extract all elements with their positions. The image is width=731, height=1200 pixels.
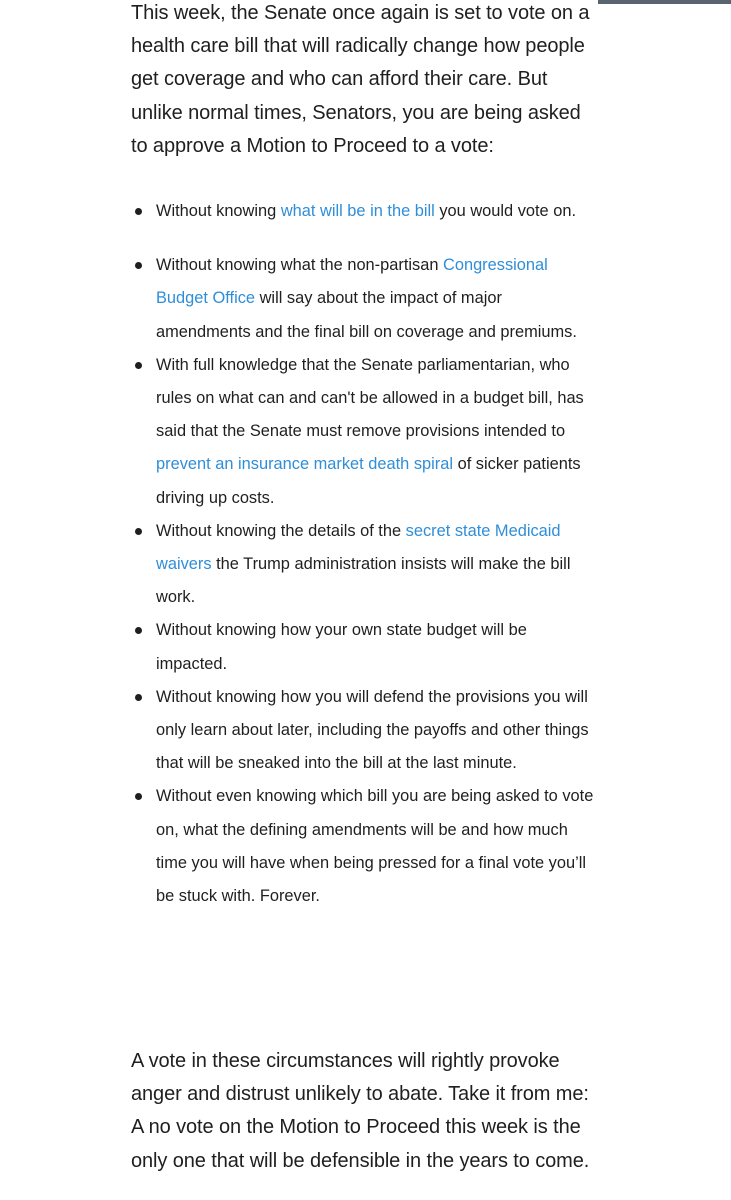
- intro-paragraph: This week, the Senate once again is set to vote on a health care bill that will radically change how people get coverage and who can afford their care. But unlike normal times, Senators, you are being asked to approve a Motion to Proceed to a vote:: [131, 2, 590, 157]
- link-insurance-death-spiral[interactable]: prevent an insurance market death spiral: [156, 455, 454, 474]
- bullet-dot-icon: [135, 627, 142, 634]
- bullet-dot-icon: [135, 208, 142, 215]
- list-item: [131, 515, 601, 615]
- bullet-dot-icon: [135, 694, 142, 701]
- list-item: [131, 249, 601, 349]
- top-edge-dark-strip: [598, 0, 731, 4]
- bullet-text: Without knowing the details of the: [156, 521, 406, 540]
- bullet-text: Without knowing how you will defend the provisions you will only learn about later, including the payoffs and other things that will be sneaked into the bill at the last minute.: [156, 687, 589, 773]
- list-item: [131, 681, 601, 781]
- bullet-text: Without knowing what the non-partisan: [156, 256, 443, 275]
- bullet-text: Without even knowing which bill you are being asked to vote on, what the defining amendments will be and how much time you will have when being pressed for a final vote you’ll be stuck with. Forever.: [156, 787, 594, 906]
- link-secret-medicaid-waivers[interactable]: secret state Medicaid waivers: [156, 521, 561, 574]
- closing-paragraph: A vote in these circumstances will rightly provoke anger and distrust unlikely to abate. Take it from me: A no vote on the Motion to Proceed this week is the only one that will be defensible in the years to come.: [131, 1050, 590, 1172]
- bullet-text: With full knowledge that the Senate parliamentarian, who rules on what can and can't be allowed in a budget bill, has said that the Senate must remove provisions intended to: [156, 355, 584, 441]
- bullet-text: you would vote on.: [434, 202, 577, 220]
- bullet-list: [131, 195, 601, 913]
- link-congressional-budget-office[interactable]: Congressional Budget Office: [156, 256, 548, 308]
- bullet-text: Without knowing how your own state budget will be impacted.: [156, 621, 527, 673]
- bullet-text: Without knowing: [156, 202, 281, 220]
- bullet-text: of sicker patients driving up costs.: [156, 455, 581, 507]
- link-what-will-be-in-the-bill[interactable]: what will be in the bill: [280, 202, 435, 220]
- list-item: [131, 614, 601, 680]
- bullet-text: will say about the impact of major amendments and the final bill on coverage and premiums.: [156, 289, 577, 341]
- bullet-dot-icon: [135, 793, 142, 800]
- bullet-dot-icon: [135, 262, 142, 269]
- bullet-dot-icon: [135, 362, 142, 369]
- list-item: [131, 195, 601, 228]
- bullet-dot-icon: [135, 528, 142, 535]
- bullet-text: the Trump administration insists will make the bill work.: [156, 555, 571, 607]
- list-item: [131, 780, 601, 913]
- list-item: [131, 349, 601, 515]
